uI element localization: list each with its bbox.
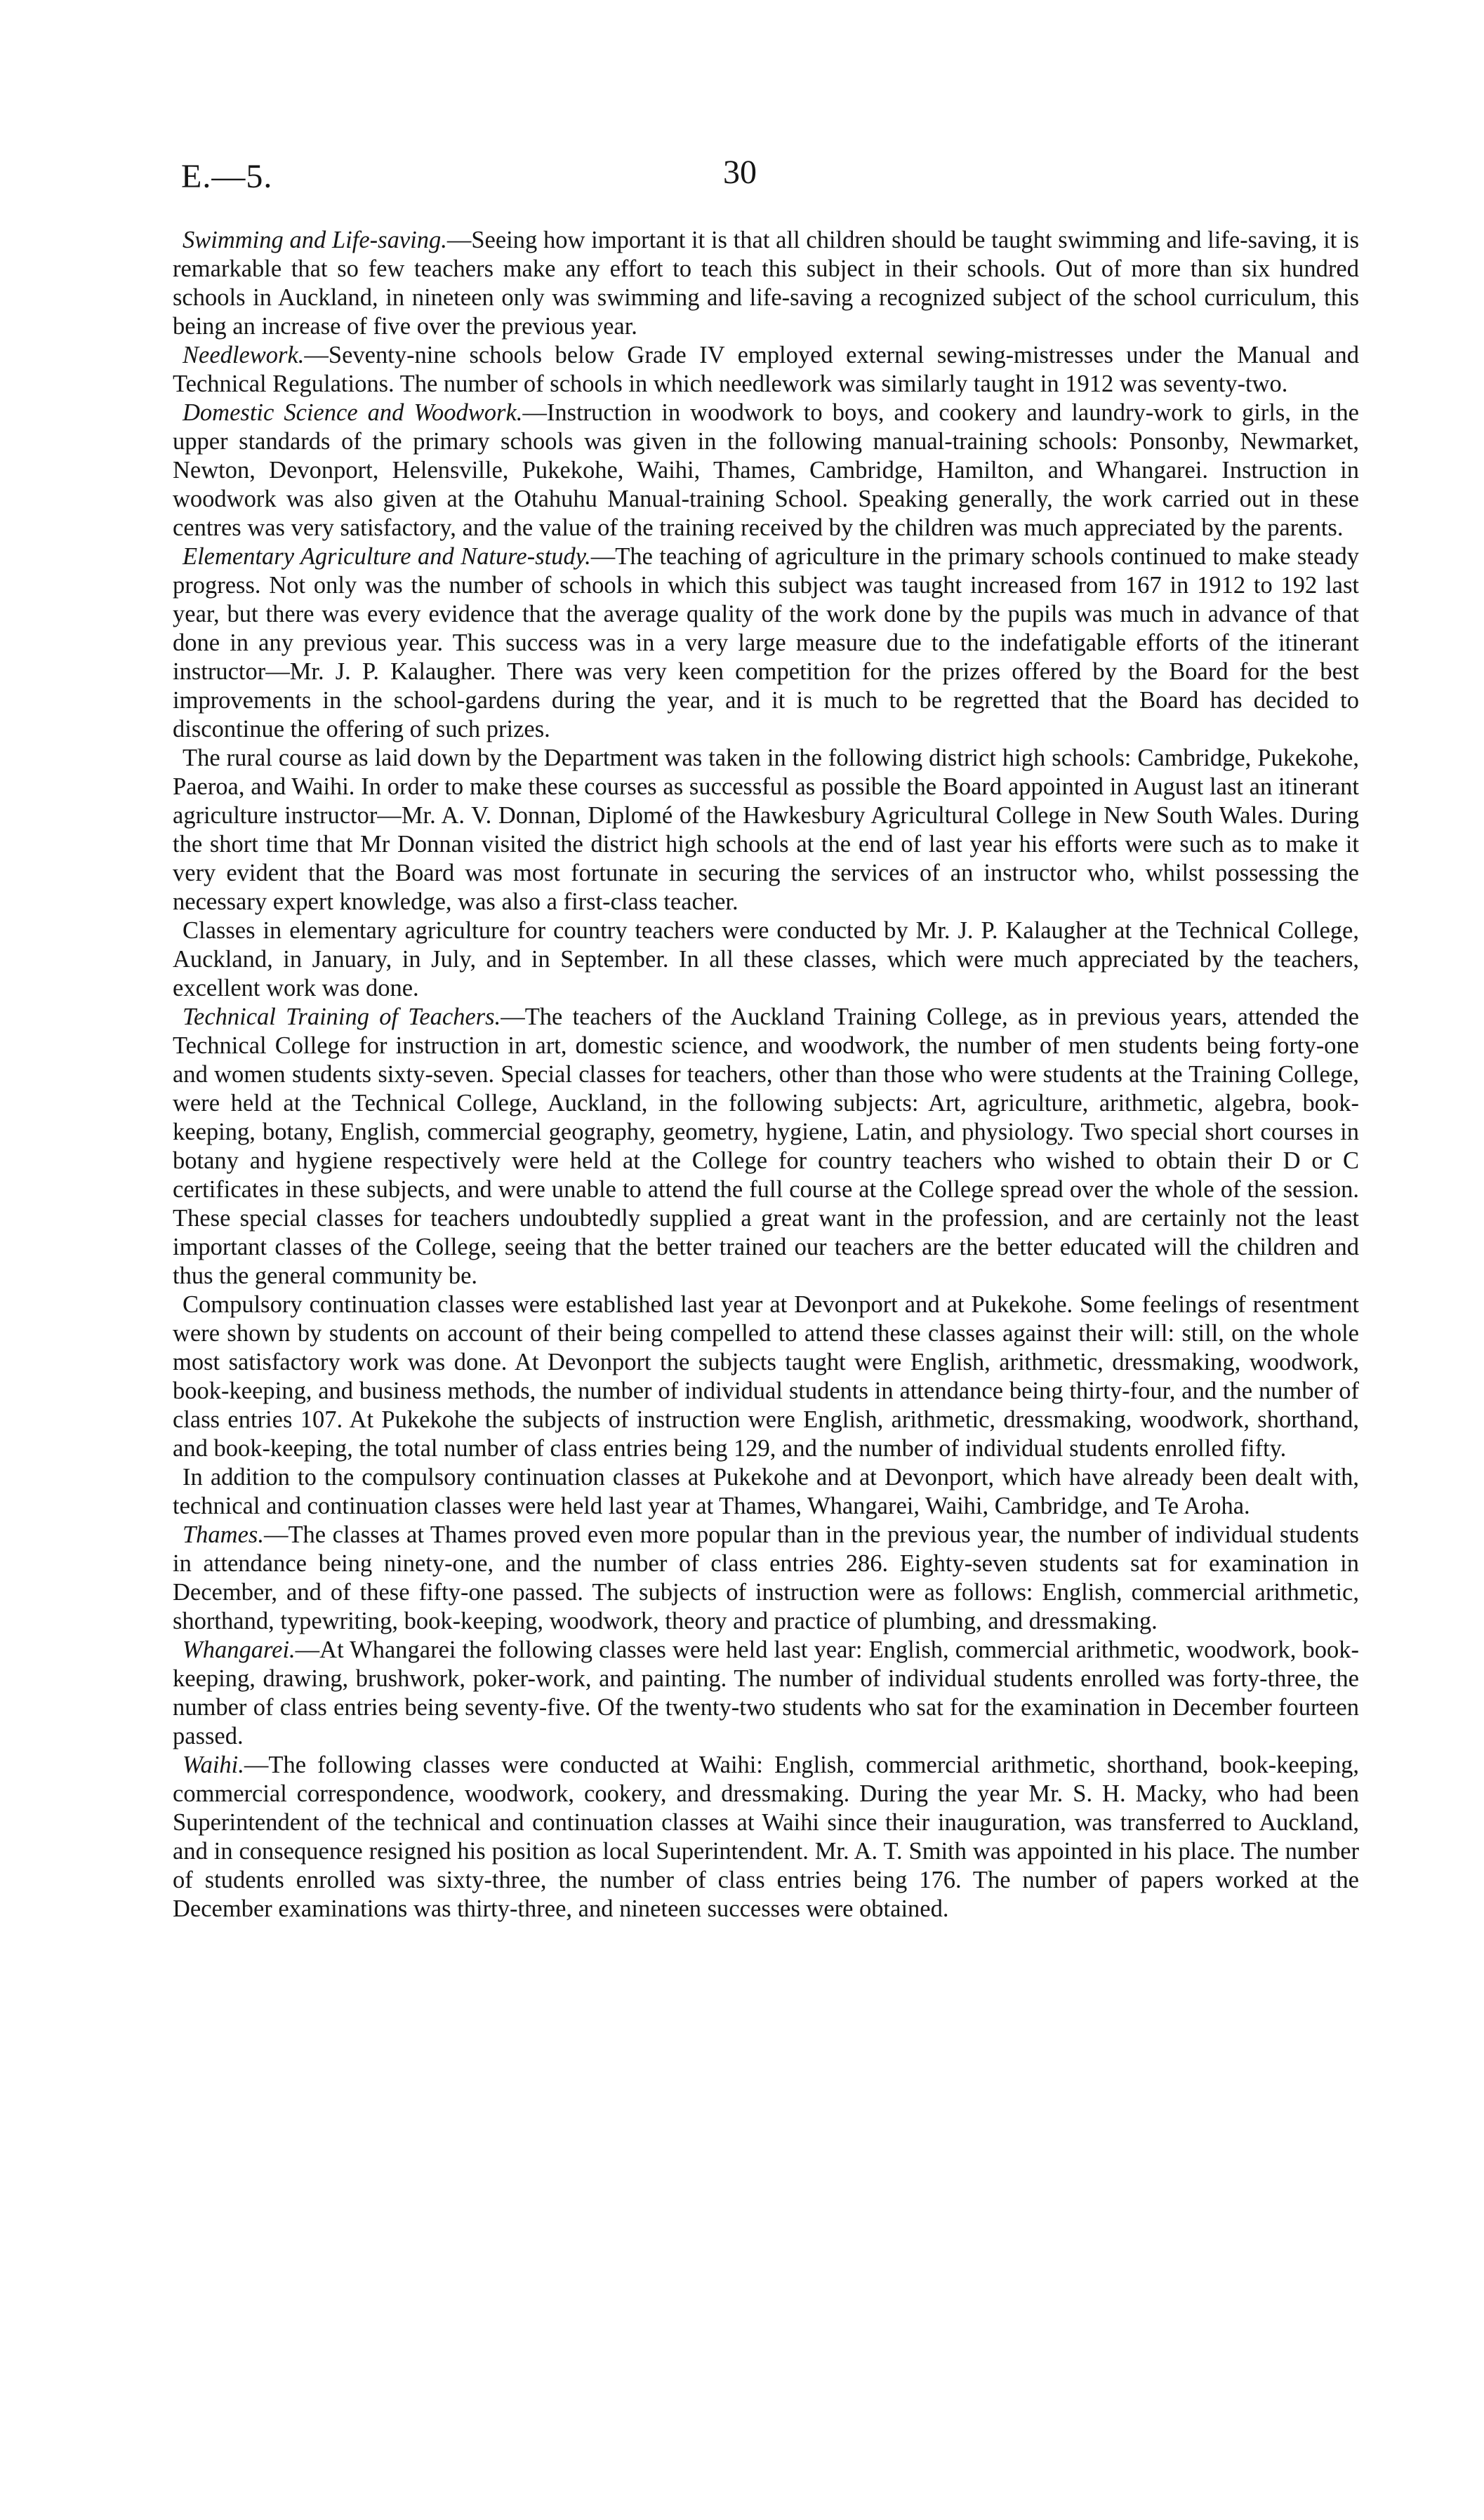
paragraph-text: —The teaching of agriculture in the primary schools continued to make steady progress. Not only was the number of schools in which this subject was taught increased from 167 in 1912 to 192 last year, but there was every evidence that the average quality of the work done by the pupils was much in advance of that done in any previous year. This success was in a very large measure due to the indefatigable efforts of the itinerant instructor—Mr. J. P. Kalaugher. There was very keen competition for the prizes offered by the Board for the best improvements in the school-gardens during the year, and it is much to be regretted that the Board has decided to discontinue the offering of such prizes.: [173, 543, 1359, 742]
paragraph-agriculture: [173, 542, 1359, 744]
paragraph-text: —The classes at Thames proved even more popular than in the previous year, the number of individual students in attendance being ninety-one, and the number of class entries 286. Eighty-seven students sat for examination in December, and of these fifty-one passed. The subjects of instruction were as follows: English, commercial arithmetic, shorthand, typewriting, book-keeping, woodwork, theory and practice of plumbing, and dressmaking.: [173, 1521, 1359, 1634]
paragraph-thames: [173, 1521, 1359, 1636]
paragraph-text: —The following classes were conducted at Waihi: English, commercial arithmetic, shorthand, book-keeping, commercial correspondence, woodwork, cookery, and dressmaking. During the year Mr. S. H. Macky, who had been Superintendent of the technical and continuation classes at Waihi since their inauguration, was transferred to Auckland, and in consequence resigned his position as local Superintendent. Mr. A. T. Smith was appointed in his place. The number of students enrolled was sixty-three, the number of class entries being 176. The number of papers worked at the December examinations was thirty-three, and nineteen successes were obtained.: [173, 1752, 1359, 1922]
paragraph-heading: Swimming and Life-saving.: [183, 227, 447, 253]
paragraph-needlework: [173, 341, 1359, 399]
paragraph-heading: Whangarei.: [183, 1636, 296, 1663]
paragraph-heading: Needlework.: [183, 342, 305, 368]
paragraph-domestic-science: [173, 399, 1359, 542]
paragraph-additional-classes: [173, 1463, 1359, 1521]
paragraph-text: —Seventy-nine schools below Grade IV employed external sewing-mistresses under the Manual and Technical Regulations. The number of schools in which needlework was similarly taught in 1912 was seventy-two.: [173, 342, 1359, 397]
paragraph-country-teachers: [173, 916, 1359, 1003]
paragraph-heading: Technical Training of Teachers.: [183, 1004, 501, 1030]
paragraph-text: The rural course as laid down by the Department was taken in the following district high schools: Cambridge, Pukekohe, Paeroa, and Waihi. In order to make these courses as successful as possible the Board appointed in August last an itinerant agriculture instructor—Mr. A. V. Donnan, Diplomé of the Hawkesbury Agricultural College in New South Wales. During the short time that Mr Donnan visited the district high schools at the end of last year his efforts were such as to make it very evident that the Board was most fortunate in securing the services of an instructor who, whilst possessing the necessary expert knowledge, was also a first-class teacher.: [173, 745, 1359, 915]
paragraph-text: Compulsory continuation classes were established last year at Devonport and at Pukekohe. Some feelings of resentment were shown by students on account of their being compelled to attend these classes against their will: still, on the whole most satisfactory work was done. At Devonport the subjects taught were English, arithmetic, dressmaking, woodwork, book-keeping, and business methods, the number of individual students in attendance being thirty-four, and the number of class entries 107. At Pukekohe the subjects of instruction were English, arithmetic, dressmaking, woodwork, shorthand, and book-keeping, the total number of class entries being 129, and the number of individual students enrolled fifty.: [173, 1291, 1359, 1462]
paragraph-text: —Seeing how important it is that all children should be taught swimming and life-saving, it is remarkable that so few teachers make any effort to teach this subject in their schools. Out of more than six hundred schools in Auckland, in nineteen only was swimming and life-saving a recognized subject of the school curriculum, this being an increase of five over the previous year.: [173, 227, 1360, 340]
paragraph-heading: Domestic Science and Woodwork.: [183, 399, 523, 426]
paragraph-text: —The teachers of the Auckland Training College, as in previous years, attended the Technical College for instruction in art, domestic science, and woodwork, the number of men students being forty-one and women students sixty-seven. Special classes for teachers, other than those who were students at the Training College, were held at the Technical College, Auckland, in the following subjects: Art, agriculture, arithmetic, algebra, book-keeping, botany, English, commercial geography, geometry, hygiene, Latin, and physiology. Two special short courses in botany and hygiene respectively were held at the College for country teachers who wished to obtain their D or C certificates in these subjects, and were unable to attend the full course at the College spread over the whole of the session. These special classes for teachers undoubtedly supplied a great want in the profession, and are certainly not the least important classes of the College, seeing that the better trained our teachers are the better educated will the children and thus the general community be.: [173, 1004, 1359, 1289]
paragraph-rural-course: [173, 744, 1359, 916]
paragraph-text: In addition to the compulsory continuation classes at Pukekohe and at Devonport, which have already been dealt with, technical and continuation classes were held last year at Thames, Whangarei, Waihi, Cambridge, and Te Aroha.: [173, 1464, 1359, 1519]
paragraph-text: Classes in elementary agriculture for country teachers were conducted by Mr. J. P. Kalaugher at the Technical College, Auckland, in January, in July, and in September. In all these classes, which were much appreciated by the teachers, excellent work was done.: [173, 917, 1359, 1001]
paragraph-text: —At Whangarei the following classes were held last year: English, commercial arithmetic, woodwork, book-keeping, drawing, brushwork, poker-work, and painting. The number of individual students enrolled was forty-three, the number of class entries being seventy-five. Of the twenty-two students who sat for the examination in December fourteen passed.: [173, 1636, 1359, 1749]
page-number: 30: [723, 154, 757, 191]
paragraph-waihi: [173, 1751, 1359, 1924]
paragraph-heading: Waihi.: [183, 1752, 244, 1778]
paragraph-heading: Thames.: [183, 1521, 264, 1548]
report-reference: E.—5.: [181, 158, 273, 195]
paragraph-heading: Elementary Agriculture and Nature-study.: [183, 543, 591, 570]
paragraph-text: —Instruction in woodwork to boys, and cookery and laundry-work to girls, in the upper standards of the primary schools was given in the following manual-training schools: Ponsonby, Newmarket, Newton, Devonport, Helensville, Pukekohe, Waihi, Thames, Cambridge, Hamilton, and Whangarei. Instruction in woodwork was also given at the Otahuhu Manual-training School. Speaking generally, the work carried out in these centres was very satisfactory, and the value of the training received by the children was much appreciated by the parents.: [173, 399, 1359, 541]
paragraph-compulsory-continuation: [173, 1291, 1359, 1463]
paragraph-technical-training: [173, 1003, 1359, 1291]
paragraph-whangarei: [173, 1636, 1359, 1751]
report-body: [173, 226, 1359, 1924]
paragraph-swimming: [173, 226, 1359, 341]
